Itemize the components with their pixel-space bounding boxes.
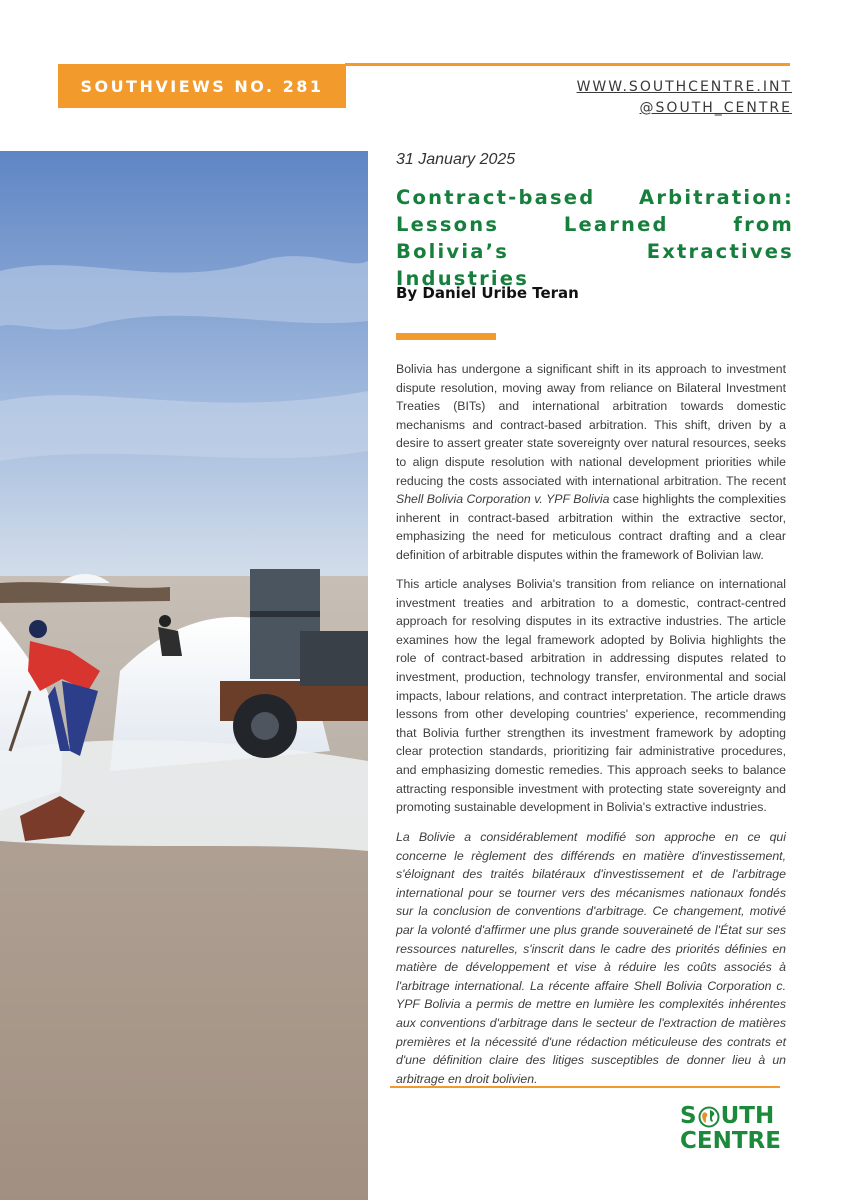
- p1-text-end: case highlights the complexities inherent in contract-based arbitration within the extractive sector, emphasizing the need for meticulous contract drafting and a clear definition of arbitrable disputes within the framework of Bolivian law.: [396, 492, 786, 562]
- logo-centre: CENTRE: [680, 1128, 781, 1154]
- website-link[interactable]: WWW.SOUTHCENTRE.INT: [576, 79, 792, 95]
- footer-rule: [390, 1086, 780, 1088]
- globe-icon: [698, 1106, 720, 1128]
- header-rule: [345, 63, 790, 66]
- south-centre-logo: [680, 1104, 790, 1160]
- series-text: SOUTHVIEWS NO. 281: [80, 76, 324, 96]
- p1-text-start: Bolivia has undergone a significant shift in its approach to investment dispute resolution, moving away from reliance on Bilateral Investment Treaties (BITs) and international arbitration towards domestic mechanisms and contract-based arbitration. This shift, driven by a desire to assert greater state sovereignty over natural resources, seeks to align dispute resolution with national development priorities while reducing the costs associated with international arbitration. The recent: [396, 362, 786, 488]
- header-links: [577, 77, 792, 119]
- twitter-handle-link[interactable]: @SOUTH_CENTRE: [639, 100, 792, 116]
- abstract-paragraph-2: This article analyses Bolivia's transition from reliance on international investment treaties and arbitration to a domestic, contract-centred approach for resolving disputes in its extractive industries. The article examines how the legal framework adopted by Bolivia highlights the role of contract-based arbitration in addressing disputes related to investment, production, technology transfer, environmental and social impacts, labour relations, and contract interpretation. The article draws lessons from other developing countries' experience, recommending that Bolivia further strengthen its investment framework by adopting clear protection standards, prioritizing fair administrative procedures, and emphasizing domestic remedies. This approach seeks to balance attracting responsible investment with protecting state sovereignty and promoting sustainable development in Bolivia's extractive industries.: [396, 577, 786, 815]
- article-title: Contract-based Arbitration: Lessons Learned from Bolivia’s Extractives Industries: [396, 186, 794, 290]
- salt-flat-photo: [0, 151, 368, 1200]
- abstract-paragraph-french: La Bolivie a considérablement modifié son approche en ce qui concerne le règlement des différends en matière d'investissement, s'éloignant des traités bilatéraux d'investissement et de l'arbitrage international pour se tourner vers des mécanismes nationaux fondés sur la conclusion de conventions d'arbitrage. Ce changement, motivé par la volonté d'affirmer une plus grande souveraineté de l'État sur ses ressources naturelles, s'inscrit dans le cadre des priorités définies en matière de développement et vise à réduire les coûts associés à l'arbitrage international. La récente affaire Shell Bolivia Corporation c. YPF Bolivia a permis de mettre en lumière les complexités inhérentes aux conventions d'arbitrage dans le secteur de l'extraction de matières premières et la nécessité d'une rédaction méticuleuse des contrats et d'une définition claire des litiges susceptibles de donner lieu à un arbitrage en droit bolivien.: [396, 830, 786, 1086]
- logo-uth: UTH: [720, 1103, 775, 1129]
- publication-date: 31 January 2025: [396, 151, 516, 168]
- accent-bar: [396, 333, 496, 340]
- series-label: [58, 64, 346, 108]
- author-byline: By Daniel Uribe Teran: [396, 284, 579, 302]
- case-name: Shell Bolivia Corporation v. YPF Bolivia: [396, 492, 610, 507]
- abstract-paragraph-1: [396, 360, 786, 565]
- logo-s: S: [680, 1103, 697, 1129]
